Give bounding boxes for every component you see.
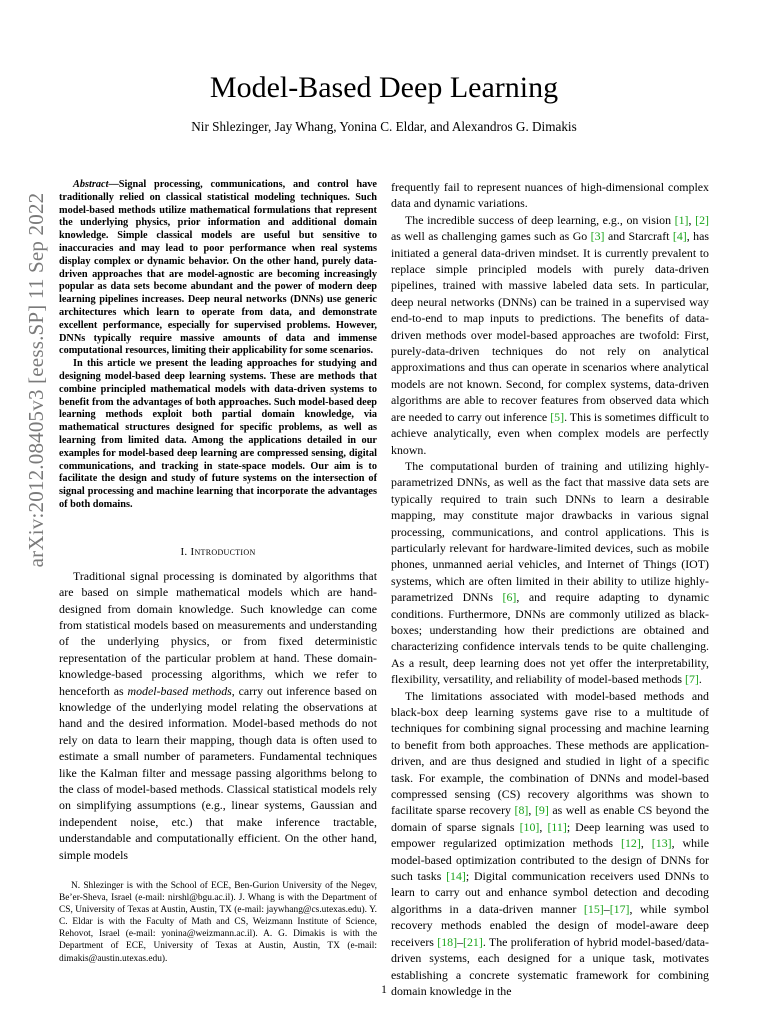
abstract-paragraph-1 (59, 179, 377, 358)
citation-link[interactable]: [9] (534, 803, 549, 818)
arxiv-stamp (24, 192, 64, 568)
citation-link[interactable]: [8] (514, 803, 529, 818)
paper-title: Model-Based Deep Learning (209, 71, 559, 104)
author-affiliation-footnote (59, 880, 377, 965)
right-column (391, 179, 709, 999)
page-number: 1 (381, 984, 387, 996)
intro-body (59, 568, 377, 863)
section-heading-introduction: I. Introduction (180, 545, 256, 558)
citation-link[interactable]: [10] (519, 819, 540, 834)
footnote-text: N. Shlezinger is with the School of ECE, Ben-Gurion University of the Negev, Be’er-Sheva, Israel (e-mail: nirshl@bgu.ac.il). J. Whang is with the Department of CS, University of Texas at Austin, Austin, TX (e-mail: jaywhang@cs.utexas.edu). Y. C. Eldar is with the Faculty of Math and CS, Weizmann Institute of Science, Rehovot, Israel (e-mail: yonina@weizmann.ac.il). A. G. Dimakis is with the Department of ECE, University of Texas at Austin, Austin, TX (e-mail: dimakis@austin.utexas.edu). (59, 881, 377, 964)
abstract-text-1: —Signal processing, communications, and control have traditionally relied on classical statistical modeling techniques. Such model-based methods utilize mathematical formulations that represent the underlying physics, prior information and additional domain knowledge. Simple classical models are useful but sensitive to inaccuracies and may lead to poor performance when real systems display complex or dynamic behavior. On the other hand, purely data-driven approaches that are model-agnostic are becoming increasingly popular as data sets become abundant and the power of modern deep learning pipelines increases. Deep neural networks (DNNs) use generic architectures which learn to operate from data, and demonstrate excellent performance, especially for supervised problems. However, DNNs typically require massive amounts of data and immense computational resources, limiting their applicability for some scenarios. (59, 179, 377, 357)
citation-link[interactable]: [14] (446, 869, 466, 884)
citation-link[interactable]: [15] (583, 901, 604, 916)
abstract-label: Abstract (73, 179, 109, 190)
citation-link[interactable]: [7] (685, 672, 699, 687)
citation-link[interactable]: [3] (590, 229, 605, 244)
abstract-paragraph-2: In this article we present the leading approaches for studying and designing model-based deep learning systems. These are methods that combine principled mathematical models with data-driven systems to benefit from the advantages of both approaches. Such model-based deep learning methods exploit both partial domain knowledge, via mathematical structures designed for specific problems, as well as learning from limited data. Among the applications detailed in our examples for model-based deep learning are compressed sensing, digital communications, and tracking in state-space models. Our aim is to facilitate the design and study of future systems on the intersection of signal processing and machine learning that incorporate the advantages of both domains. (59, 358, 377, 510)
citation-link[interactable]: [18] (437, 934, 458, 949)
citation-link[interactable]: [13] (651, 836, 672, 851)
citation-link[interactable]: [1] (674, 212, 689, 227)
citation-link[interactable]: [4] (672, 229, 687, 244)
right-paragraph-2: The computational burden of training and utilizing highly-parametrized DNNs, as well as the fact that massive data sets are typically required to train such DNNs to learn a desirable mapping, may constitute major drawbacks in various signal processing, communications, and control applications. This is particularly relevant for hardware-limited devices, such as mobile phones, unmanned aerial vehicles, and Internet of Things (IOT) systems, which are often limited in their ability to utilize highly-parametrized DNNs [6], and require adapting to dynamic conditions. Furthermore, DNNs are commonly utilized as black-boxes; understanding how their predictions are obtained and characterizing confidence intervals tends to be quite challenging. As a result, deep learning does not yet offer the interpretability, flexibility, versatility, and reliability of model-based methods [7]. (391, 458, 710, 687)
author-list: Nir Shlezinger, Jay Whang, Yonina C. Eldar, and Alexandros G. Dimakis (191, 119, 577, 134)
citation-link[interactable]: [11] (547, 819, 567, 834)
abstract (59, 179, 377, 512)
intro-paragraph-1: Traditional signal processing is dominated by algorithms that are based on simple mathematical models which are hand-designed from domain knowledge. Such knowledge can come from statistical models based on measurements and understanding of the underlying physics, or from fixed deterministic representation of the particular problem at hand. These domain-knowledge-based processing algorithms, which we refer to henceforth as model-based methods, carry out inference based on knowledge of the underlying model relating the observations at hand and the desired information. Model-based methods do not rely on data to learn their mapping, though data is often used to estimate a small number of parameters. Fundamental techniques like the Kalman filter and message passing algorithms belong to the class of model-based methods. Classical statistical models rely on simplifying assumptions (e.g., linear systems, Gaussian and independent noise, etc.) that make inference tractable, understandable and computationally efficient. On the other hand, simple models (59, 568, 377, 862)
citation-link[interactable]: [12] (621, 836, 641, 851)
citation-link[interactable]: [5] (550, 409, 565, 424)
term-model-based-methods: model-based methods (127, 683, 232, 698)
right-paragraph-3: The limitations associated with model-based methods and black-box deep learning systems gave rise to a multitude of techniques for combining signal processing and machine learning to benefit from both approaches. These methods are application-driven, and are thus designed and studied in light of a specific task. For example, the combination of DNNs and model-based compressed sensing (CS) recovery algorithms was shown to facilitate sparse recovery [8], [9] as well as enable CS beyond the domain of sparse signals [10], [11]; Deep learning was used to empower regularized optimization methods [12], [13], while model-based optimization contributed to the design of DNNs for such tasks [14]; Digital communication receivers used DNNs to learn to carry out and enhance symbol detection and decoding algorithms in a data-driven manner [15]–[17], while symbol recovery methods enabled the design of model-aware deep receivers [18]–[21]. The proliferation of hybrid model-based/data-driven systems, each designed for a unique task, motivates establishing a concrete systematic framework for combining domain knowledge in the (391, 688, 710, 998)
citation-link[interactable]: [21] (463, 934, 483, 949)
citation-link[interactable]: [6] (502, 590, 517, 605)
citation-link[interactable]: [17] (609, 901, 630, 916)
arxiv-stamp-text: arXiv:2012.08405v3 [eess.SP] 11 Sep 2022 (24, 192, 48, 568)
citation-link[interactable]: [2] (695, 212, 709, 227)
left-column (59, 179, 377, 863)
right-paragraph-0: frequently fail to represent nuances of high-dimensional complex data and dynamic variations. (391, 180, 709, 211)
right-paragraph-1: The incredible success of deep learning, e.g., on vision [1], [2] as well as challenging games such as Go [3] and Starcraft [4], has initiated a general data-driven mindset. It is currently prevalent to replace simple principled models with purely data-driven pipelines, trained with massive labeled data sets. In particular, deep neural networks (DNNs) can be trained in a supervised way end-to-end to map inputs to predictions. The benefits of data-driven methods over model-based approaches are twofold: First, purely-data-driven techniques do not rely on analytical approximations and thus can operate in scenarios where analytical models are not known. Second, for complex systems, data-driven algorithms are able to recover features from observed data which are needed to carry out inference [5]. This is sometimes difficult to achieve analytically, even when complex models are perfectly known. (391, 212, 710, 457)
